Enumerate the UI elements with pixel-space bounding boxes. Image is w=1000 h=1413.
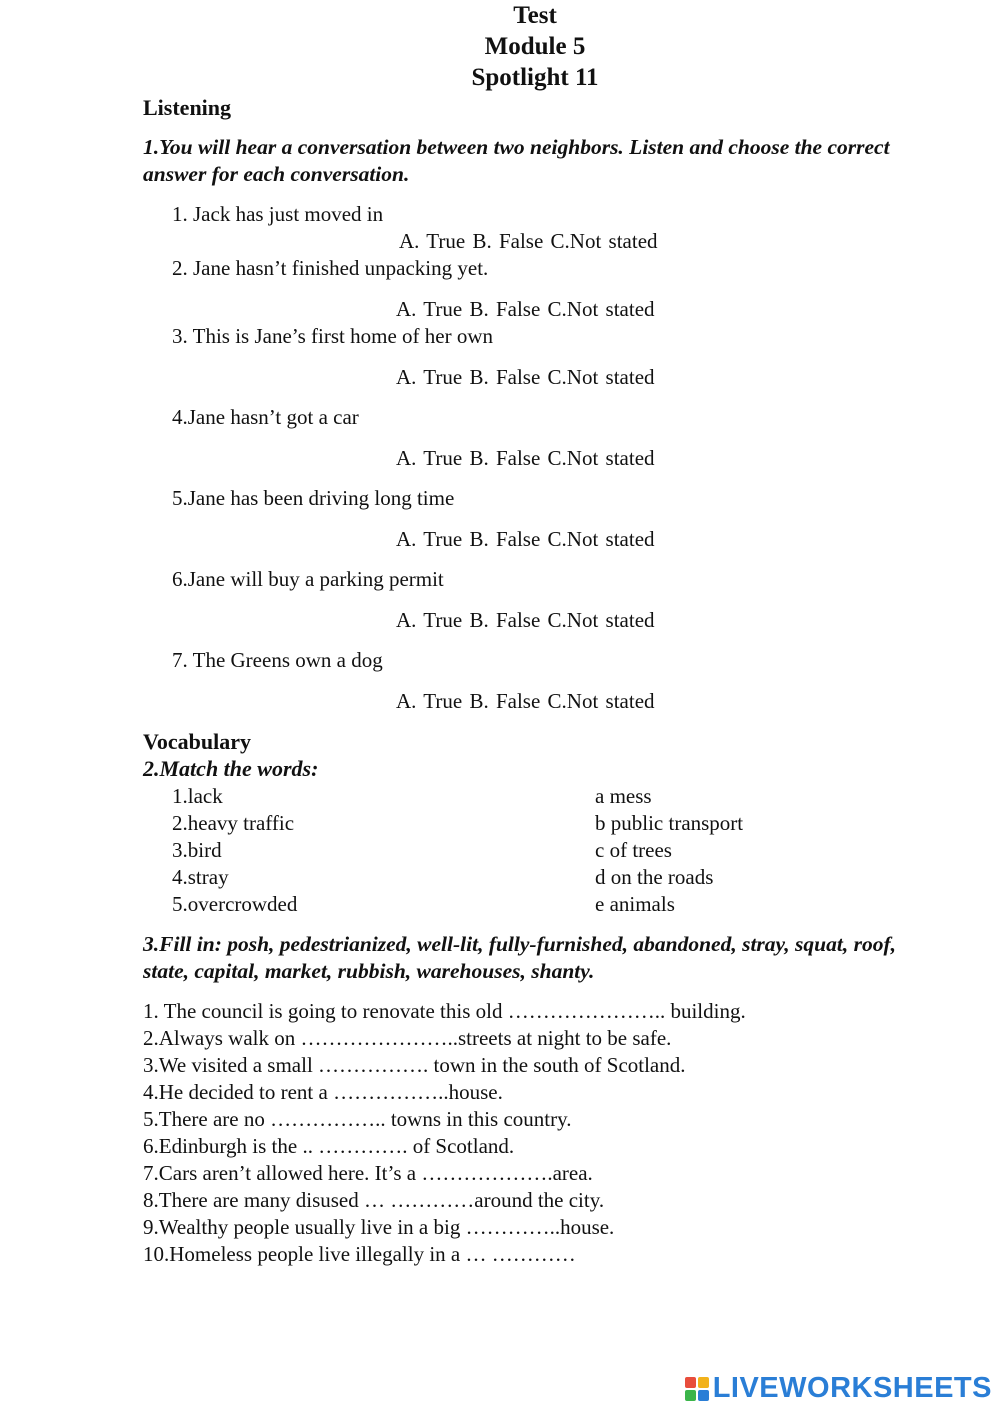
question-text: 3. This is Jane’s first home of her own <box>172 324 493 348</box>
question-options: A. True B. False C.Not stated <box>399 229 658 253</box>
vocabulary-heading: Vocabulary <box>143 729 251 754</box>
fill-in-instruction: 3.Fill in: posh, pedestrianized, well-lit, fully-furnished, abandoned, stray, squat, roof, state, capital, market, rubbish, warehouses, shanty. <box>143 932 896 983</box>
title-module: Module 5 <box>484 33 586 60</box>
question-text: 7. The Greens own a dog <box>172 648 383 672</box>
question-text: 2. Jane hasn’t finished unpacking yet. <box>172 256 489 280</box>
match-left-item: 2.heavy traffic <box>172 811 295 835</box>
match-right-item: d on the roads <box>595 865 714 889</box>
match-left-item: 1.lack <box>172 784 223 808</box>
listening-heading: Listening <box>143 95 232 120</box>
fill-in-sentence: 2.Always walk on …………………..streets at night to be safe. <box>143 1026 672 1050</box>
fill-in-sentence: 5.There are no …………….. towns in this country. <box>143 1107 572 1131</box>
match-instruction: 2.Match the words: <box>143 756 319 781</box>
match-left-item: 3.bird <box>172 838 222 862</box>
liveworksheets-logo-icon <box>685 1377 709 1401</box>
liveworksheets-logo-text: LIVEWORKSHEETS <box>712 1372 992 1404</box>
question-text: 1. Jack has just moved in <box>172 202 384 226</box>
fill-in-sentence: 9.Wealthy people usually live in a big …………..house. <box>143 1215 615 1239</box>
match-right-item: b public transport <box>595 811 744 835</box>
fill-in-sentence: 3.We visited a small ……………. town in the south of Scotland. <box>143 1053 686 1077</box>
question-options: A. True B. False C.Not stated <box>396 608 655 632</box>
question-options: A. True B. False C.Not stated <box>396 446 655 470</box>
match-right-item: c of trees <box>595 838 672 862</box>
question-options: A. True B. False C.Not stated <box>396 689 655 713</box>
question-text: 6.Jane will buy a parking permit <box>172 567 444 591</box>
fill-in-sentence: 6.Edinburgh is the .. …………. of Scotland. <box>143 1134 515 1158</box>
question-text: 4.Jane hasn’t got a car <box>172 405 359 429</box>
question-options: A. True B. False C.Not stated <box>396 365 655 389</box>
question-options: A. True B. False C.Not stated <box>396 527 655 551</box>
fill-in-sentence: 4.He decided to rent a ……………..house. <box>143 1080 503 1104</box>
question-text: 5.Jane has been driving long time <box>172 486 455 510</box>
match-right-item: e animals <box>595 892 675 916</box>
match-right-item: a mess <box>595 784 652 808</box>
title-spotlight: Spotlight 11 <box>471 64 599 91</box>
liveworksheets-logo <box>685 1372 992 1405</box>
fill-in-sentence: 8.There are many disused … …………around the city. <box>143 1188 605 1212</box>
match-left-item: 4.stray <box>172 865 229 889</box>
match-left-item: 5.overcrowded <box>172 892 298 916</box>
fill-in-sentence: 7.Cars aren’t allowed here. It’s a ……………….area. <box>143 1161 593 1185</box>
fill-in-sentence: 10.Homeless people live illegally in a … ………… <box>143 1242 576 1266</box>
listening-instruction: 1.You will hear a conversation between two neighbors. Listen and choose the correct answer for each conversation. <box>143 135 890 186</box>
question-options: A. True B. False C.Not stated <box>396 297 655 321</box>
fill-in-sentence: 1. The council is going to renovate this old ………………….. building. <box>143 999 746 1023</box>
title-test: Test <box>513 2 557 29</box>
